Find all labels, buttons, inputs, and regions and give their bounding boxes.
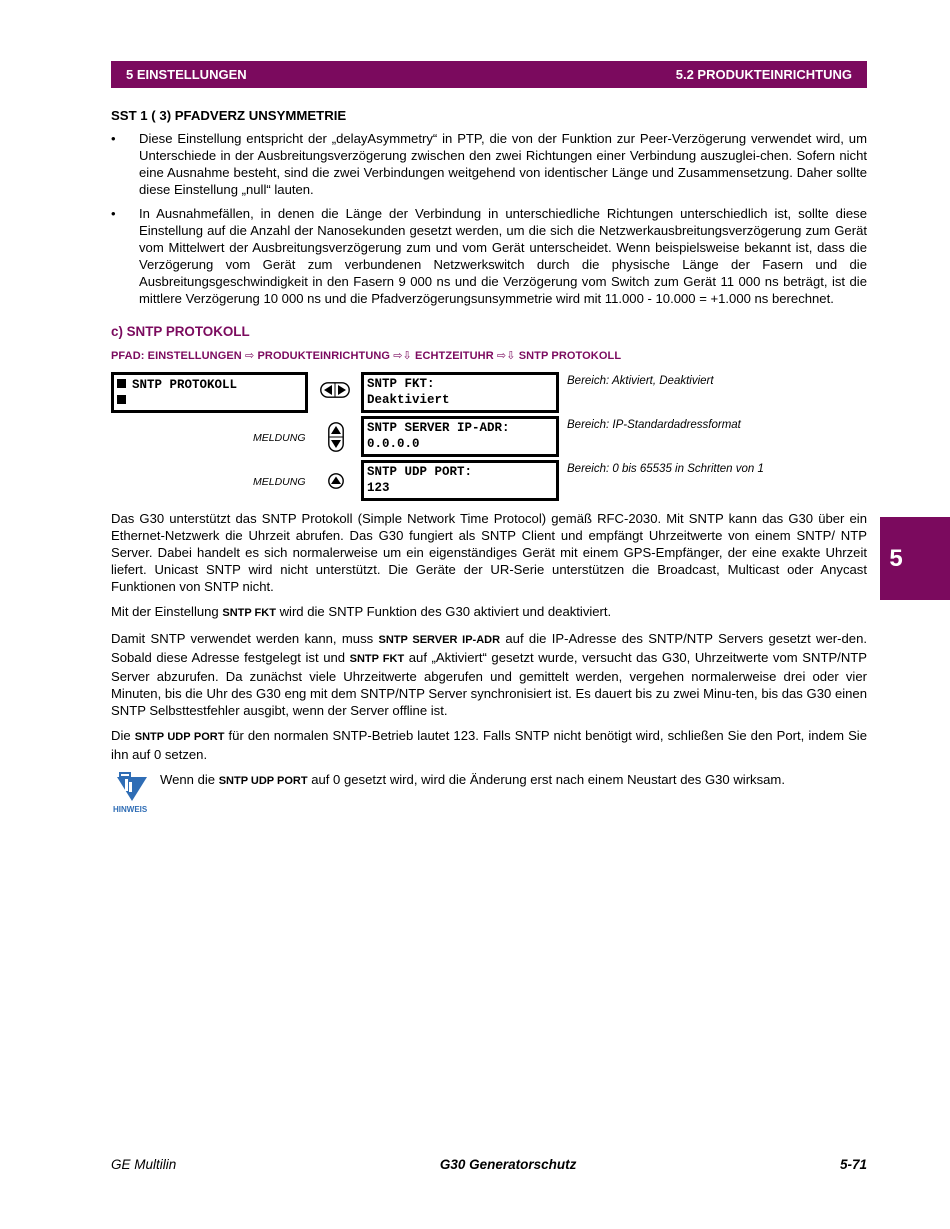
setting-reference: SNTP FKT: [349, 653, 405, 665]
path-segment: ECHTZEITUHR: [415, 350, 494, 362]
sntp-heading: c) SNTP PROTOKOLL: [111, 324, 250, 339]
sntp-paragraph-1: Das G30 unterstützt das SNTP Protokoll (Simple Network Time Protocol) gemäß RFC-2030. Mit SNTP kann das G30 über ein Ethernet-Netzwerk die Uhrzeit abrufen. Das G30 fungiert als SNTP Client und empfängt Uhrzeitwerte von einem SNTP/ NTP Server. Dabei handelt es sich normalerweise um ein eigenständiges Gerät mit einem GPS-Empfänger, der eine exakte Uhrzeit liefert. Unicast SNTP wird nicht unterstützt. Die Geräte der UR-Serie unterstützen die Broadcast, Multicast oder Anycast Funktionen von SNTP nicht.: [111, 511, 867, 594]
up-down-nav-icon: [328, 422, 344, 452]
bullet-icon: •: [111, 131, 116, 146]
sst-bullet-2: [111, 205, 867, 307]
menu-header-title: SNTP PROTOKOLL: [132, 378, 238, 392]
setting-value: 123: [367, 481, 390, 495]
path-arrow-icon: ⇨⇩: [496, 350, 516, 362]
page-content: [111, 107, 868, 814]
setting-range: Bereich: Aktiviert, Deaktiviert: [567, 375, 714, 387]
bullet-text: In Ausnahmefällen, in denen die Länge der Verbindung in unterschiedliche Richtungen unterschiedlich ist, sollte diese Einstellung auf die Anzahl der Nanosekunden gesetzt werden, um die sich die Netzwerkausbreitungsverzögerung zum Gerät vom Mittelwert der Ausbreitungsverzögerung zum und vom Gerät unterscheidet. Wenn beispielsweise bekannt ist, dass die Verzögerung vom Gerät zum verbundenen Netzwerkswitch durch die physische Länge der Fasern und die Ausbreitungsgeschwindigkeit in den Fasern 9 000 ns und die Verzögerung vom Switch zum Gerät 11 000 ns beträgt, ist die mittlere Verzögerung 10 000 ns und die Pfadverzögerungsunsymmetrie wird mit 11.000 - 10.000 = +1.000 ns berechnet.: [139, 206, 867, 306]
setting-value: 0.0.0.0: [367, 437, 420, 451]
footer-product: G30 Generatorschutz: [439, 1157, 577, 1172]
path-root: PFAD: EINSTELLUNGEN: [111, 350, 242, 362]
sntp-paragraph-3: Damit SNTP verwendet werden kann, muss SNTP SERVER IP-ADR auf die IP-Adresse des SNTP/NTP Servers gesetzt wer-den. Sobald diese Adresse festgelegt ist und SNTP FKT auf „Aktiviert“ gesetzt wurde, versucht das G30, Uhrzeitwerte vom SNTP/NTP Server abzurufen. Da zunächst viele Uhrzeitwerte abgerufen und gemittelt werden, vergehen normalerweise drei oder vier Minuten, bis die Uhr des G30 eng mit dem SNTP/NTP Server synchronisiert ist. Es dauert bis zu zwei Minu-ten, bis das G30 einen SNTP Selbsttestfehler ausgibt, wenn der Server offline ist.: [111, 631, 868, 718]
note-block: HINWEIS Wenn die SNTP UDP PORT auf 0 gesetzt wird, wird die Änderung erst nach einem Neustart des G30 wirksam.: [111, 771, 867, 790]
sntp-paragraph-4: Die SNTP UDP PORT für den normalen SNTP-Betrieb lautet 123. Falls SNTP nicht benötigt wird, schließen Sie den Port, indem Sie ihn auf 0 setzen.: [111, 728, 867, 762]
path-arrow-icon: ⇨: [245, 350, 255, 362]
sntp-fkt-setting-box: [361, 372, 559, 413]
square-bullet-icon: [117, 379, 126, 388]
footer-page-number: 5-71: [839, 1157, 867, 1172]
note-label: HINWEIS: [113, 805, 148, 814]
sst-bullet-1: [111, 130, 867, 198]
setting-range: Bereich: IP-Standardadressformat: [567, 419, 741, 431]
path-segment: SNTP PROTOKOLL: [518, 350, 622, 362]
menu-path: [111, 348, 867, 365]
setting-reference: SNTP UDP PORT: [218, 775, 308, 787]
square-bullet-icon: [117, 395, 126, 404]
footer-company: GE Multilin: [111, 1157, 177, 1172]
sntp-server-ip-setting-box: [361, 416, 559, 457]
left-right-nav-icon: [320, 382, 350, 398]
section-header-bar: [111, 61, 867, 88]
setting-reference: SNTP UDP PORT: [134, 731, 225, 743]
path-arrow-icon: ⇨⇩: [393, 350, 412, 362]
setting-name: SNTP UDP PORT:: [367, 465, 473, 479]
setting-range: Bereich: 0 bis 65535 in Schritten von 1: [567, 463, 764, 475]
header-section: 5.2 PRODUKTEINRICHTUNG: [675, 67, 852, 82]
header-chapter: 5 EINSTELLUNGEN: [126, 67, 247, 82]
setting-name: SNTP SERVER IP-ADR:: [367, 421, 510, 435]
setting-value: Deaktiviert: [367, 393, 450, 407]
setting-reference: SNTP SERVER IP-ADR: [378, 634, 501, 646]
sntp-udp-port-setting-box: [361, 460, 559, 501]
path-segment: PRODUKTEINRICHTUNG: [257, 350, 391, 362]
settings-menu-diagram: [111, 372, 867, 504]
setting-name: SNTP FKT:: [367, 377, 435, 391]
bullet-text: Diese Einstellung entspricht der „delayAsymmetry“ in PTP, die von der Funktion zur Peer-Verzögerung verwendet wird, um Unterschiede in der Ausbreitungsverzögerung zwischen den zwei Richtungen einer Verbindung auszuglei-chen. Sofern nicht eine Ausnahme besteht, sind die zwei Verbindungen weitgehend von identischer Länge und Zusammensetzung. Daher sollte diese Einstellung „null“ lauten.: [139, 131, 867, 197]
menu-header-box: [111, 372, 308, 413]
setting-reference: SNTP FKT: [222, 607, 276, 619]
message-label: MELDUNG: [253, 432, 306, 444]
sntp-paragraph-2: Mit der Einstellung SNTP FKT wird die SNTP Funktion des G30 aktiviert und deaktiviert.: [111, 604, 612, 619]
sst-heading: SST 1 ( 3) PFADVERZ UNSYMMETRIE: [111, 108, 347, 123]
chapter-side-tab: 5: [880, 517, 950, 600]
bullet-icon: •: [111, 206, 116, 221]
up-nav-icon: [328, 473, 344, 489]
page-footer: [111, 1157, 867, 1172]
message-label: MELDUNG: [253, 476, 306, 488]
